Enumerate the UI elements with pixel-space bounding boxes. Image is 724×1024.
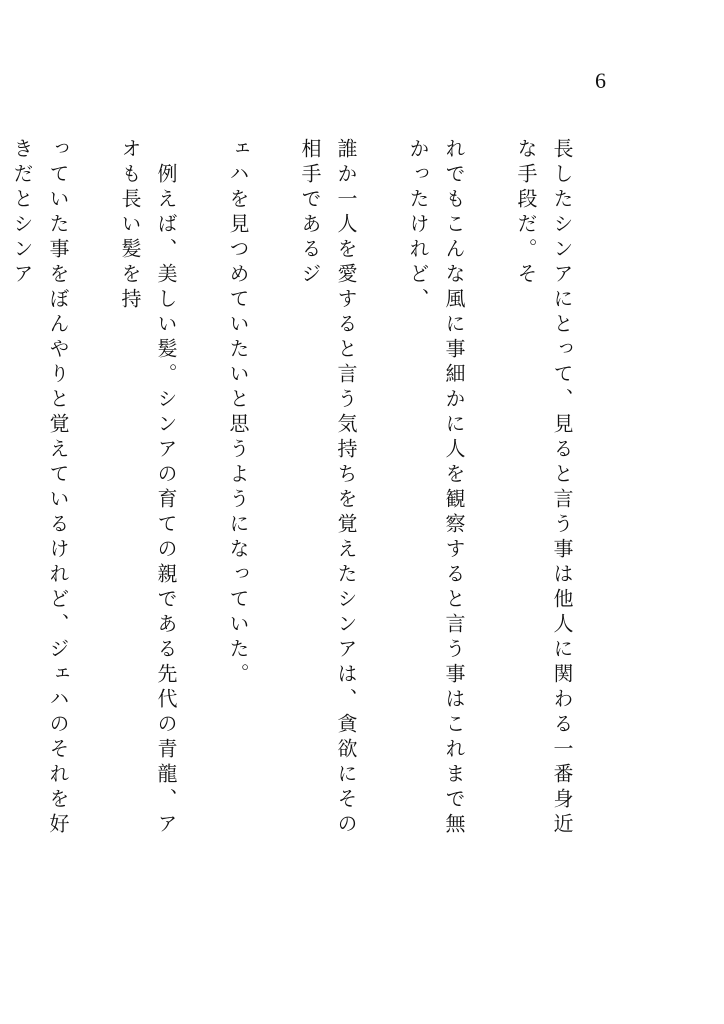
text-line-6: っていた事をぼんやりと覚えているけれど、ジェハのそれを好きだとシンア: [10, 138, 70, 838]
text-line-4: ェハを見つめていたいと思うようになっていた。: [226, 138, 250, 688]
vertical-text-block: [10, 138, 616, 858]
text-line-1: 長したシンアにとって、見ると言う事は他人に関わる一番身近な手段だ。そ: [514, 138, 574, 838]
text-line-5: 例えば、美しい髪。シンアの育ての親である先代の青龍、アオも長い髪を持: [118, 138, 178, 838]
text-line-2: れでもこんな風に事細かに人を観察すると言う事はこれまで無かったけれど、: [406, 138, 466, 838]
text-line-3: 誰か一人を愛すると言う気持ちを覚えたシンアは、貪欲にその相手であるジ: [298, 138, 358, 838]
page-number: 6: [595, 68, 606, 93]
